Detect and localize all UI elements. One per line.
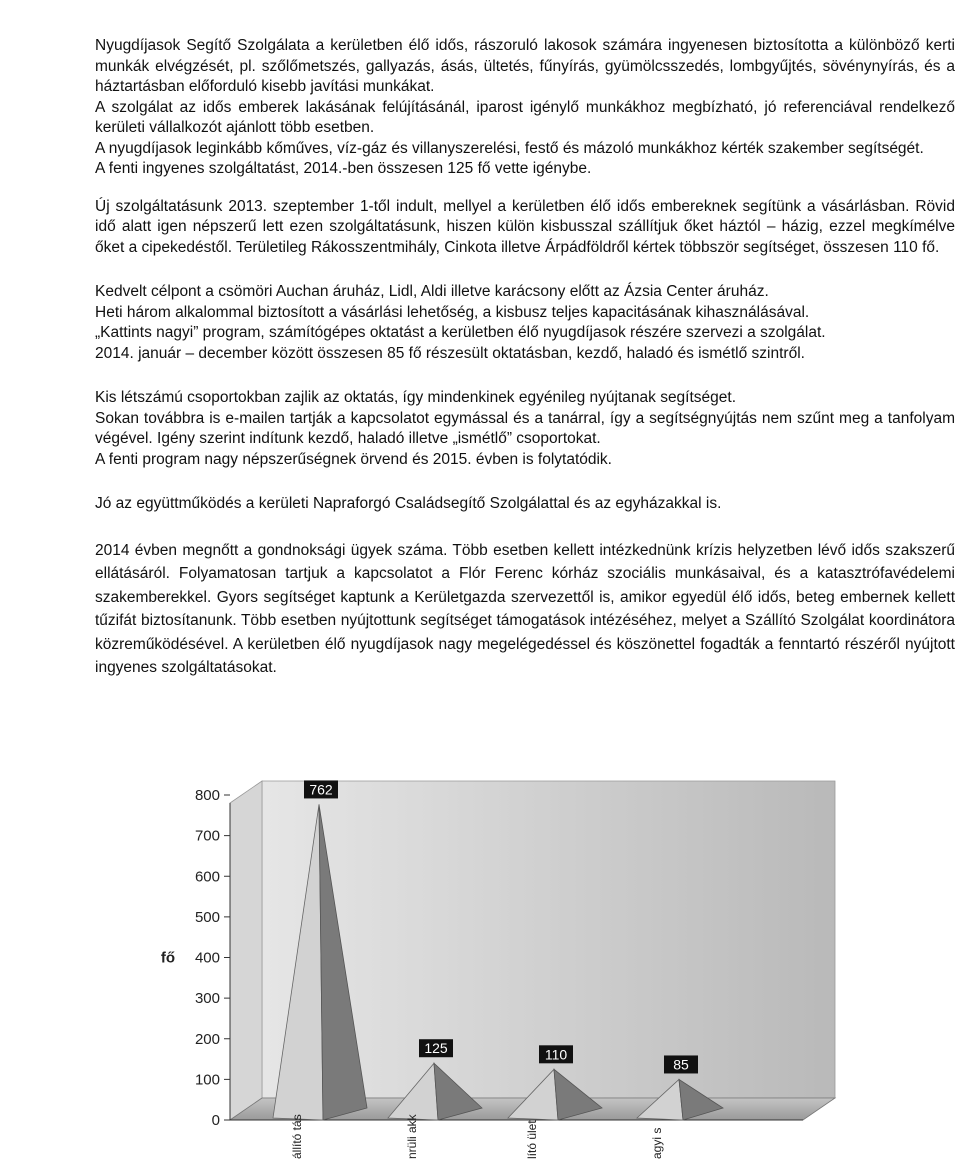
data-label: 762: [309, 781, 333, 798]
y-tick-label: 500: [194, 908, 220, 926]
chart-side-wall: [230, 781, 262, 1120]
category-label: állító tás: [290, 1114, 304, 1159]
spacer: [95, 364, 955, 388]
paragraph-garden-work: Nyugdíjasok Segítő Szolgálata a kerületben élő idős, rászoruló lakosok számára ingyenesen biztosította a különböző kerti munkák elvégzését, pl. szőlőmetszés, gallyazás, ásás, ültetés, fűnyírás, gyümölcsszedés, lombgyűjtés, sövénynyírás, és a háztartásban előforduló kisebb javítási munkákat.: [95, 37, 955, 95]
spacer: [95, 258, 955, 282]
data-label: 85: [673, 1056, 689, 1073]
y-tick-label: 100: [194, 1071, 220, 1089]
category-label: agyi s: [650, 1127, 664, 1159]
y-tick-label: 800: [194, 787, 220, 804]
category-label: nrüli akk: [405, 1114, 419, 1159]
spacer: [95, 470, 955, 494]
paragraph-contractor: A szolgálat az idős emberek lakásának felújításánál, iparost igénylő munkákhoz megbízható, jó referenciával rendelkező kerületi vállalkozót ajánlott több esetben.: [95, 98, 955, 136]
paragraph-small-groups: Kis létszámú csoportokban zajlik az oktatás, így mindenkinek egyénileg nyújtanak segítséget.: [95, 389, 737, 406]
services-chart: [95, 762, 845, 1159]
paragraph-frequency: Heti három alkalommal biztosított a vásárlási lehetőség, a kisbusz teljes kapacitásának kihasználásával.: [95, 303, 810, 321]
y-tick-label: 200: [194, 1030, 220, 1048]
y-tick-label: 0: [211, 1112, 220, 1129]
paragraph-guardianship: 2014 évben megnőtt a gondnoksági ügyek száma. Több esetben kellett intézkednünk krízis helyzetben lévő idős szakszerű ellátásáról. Folyamatosan tartjuk a kapcsolatot a Flór Ferenc kórház szociális munkásaival, és a katasztrófavédelemi szakemberekkel. Gyors segítséget kaptunk a Kerületgazda szervezettől is, amikor egyedül élő idős, beteg embernek kellett tűzifát biztosítanunk. Több esetben nyújtottunk segítséget támogatások intézéséhez, melyet a Szállító Szolgálat koordinátora közreműködésével. A kerületben élő nyugdíjasok nagy megelégedéssel és köszönettel fogadták a fenntartó részéről nyújtott ingyenes szolgáltatásokat.: [95, 541, 955, 676]
paragraph-destinations: Kedvelt célpont a csömöri Auchan áruház, Lidl, Aldi illetve karácsony előtt az Ázsia Center áruház.: [95, 283, 769, 300]
paragraph-email-contact: Sokan továbbra is e-mailen tartják a kapcsolatot egymással és a tanárral, így a segítségnyújtás nem szűnt meg a tanfolyam végével. Igény szerint indítunk kezdő, haladó illetve „ismétlő” csoportokat.: [95, 409, 955, 447]
paragraph-total-125: A fenti ingyenes szolgáltatást, 2014.-ben összesen 125 fő vette igénybe.: [95, 160, 592, 177]
paragraph-trades: A nyugdíjasok leginkább kőműves, víz-gáz és villanyszerelési, festő és mázoló munkákhoz kérték szakember segítségét.: [95, 139, 924, 157]
paragraph-shopping-service: Új szolgáltatásunk 2013. szeptember 1-től indult, mellyel a kerületben élő idős embereknek segítünk a vásárlásban. Rövid idő alatt igen népszerű lett ezen szolgáltatásunk, hiszen külön kisbusszal szállítjuk őket háztól – házig, ezzel megkímélve őket a cipekedéstől. Területileg Rákosszentmihály, Cinkota illetve Árpádföldről kértek többször segítséget, összesen 110 fő.: [95, 197, 955, 256]
y-axis-title: fő: [160, 949, 175, 967]
y-tick-label: 400: [194, 949, 220, 967]
y-tick-label: 300: [194, 990, 220, 1008]
spacer: [95, 180, 955, 197]
data-label: 125: [424, 1040, 448, 1057]
y-tick-label: 700: [194, 827, 220, 845]
report-text: [95, 36, 955, 680]
paragraph-kattints-nagyi: „Kattints nagyi” program, számítógépes oktatást a kerületben élő nyugdíjasok részére szervezi a szolgálat.: [95, 324, 826, 341]
data-label: 110: [544, 1046, 568, 1063]
category-label: lító ület: [525, 1120, 539, 1159]
paragraph-continuation: A fenti program nagy népszerűségnek örvend és 2015. évben is folytatódik.: [95, 450, 612, 468]
paragraph-training-total: 2014. január – december között összesen 85 fő részesült oktatásban, kezdő, haladó és ismétlő szintről.: [95, 344, 805, 362]
y-tick-label: 600: [194, 868, 220, 886]
paragraph-cooperation: Jó az együttműködés a kerületi Napraforgó Családsegítő Szolgálattal és az egyházakkal is.: [95, 495, 722, 512]
spacer: [95, 515, 955, 539]
